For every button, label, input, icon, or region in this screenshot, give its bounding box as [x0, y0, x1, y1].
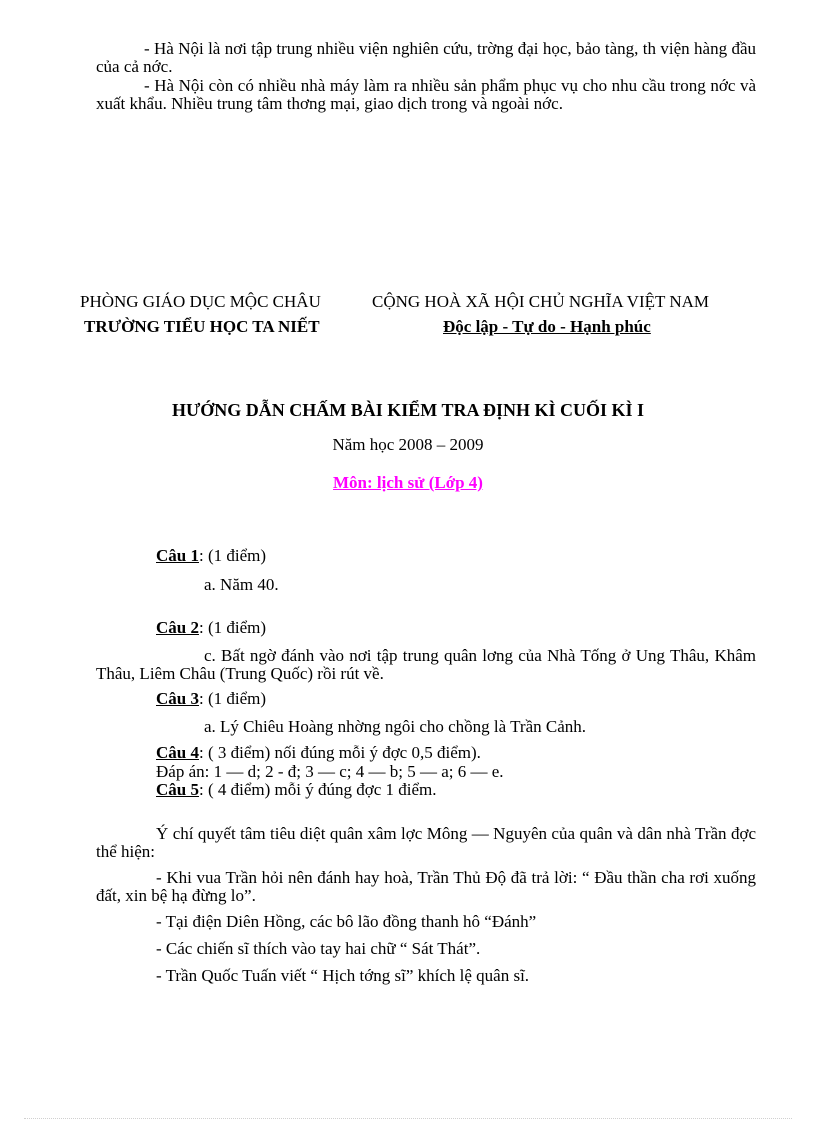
question-2-answer: c. Bất ngờ đánh vào nơi tập trung quân lơng của Nhà Tống ở Ung Thâu, Khâm Thâu, Liêm Châu (Trung Quốc) rồi rút về. [96, 646, 756, 683]
intro-paragraph-1: - Hà Nội là nơi tập trung nhiều viện nghiên cứu, trờng đại học, bảo tàng, th viện hàng đầu của cả nớc. [96, 39, 756, 76]
question-1-heading [156, 547, 266, 565]
page-bottom-divider [24, 1118, 792, 1119]
question-5-heading [156, 781, 437, 799]
header-motto: Độc lập - Tự do - Hạnh phúc [443, 317, 651, 336]
question-2-label: Câu 2 [156, 618, 199, 637]
question-1-label: Câu 1 [156, 546, 199, 565]
question-3-points: : (1 điểm) [198, 689, 267, 708]
question-5-item: - Trần Quốc Tuấn viết “ Hịch tớng sĩ” khích lệ quân sĩ. [156, 966, 530, 985]
header-school: TRƯỜNG TIỂU HỌC TA NIẾT [84, 317, 320, 336]
question-5-intro: Ý chí quyết tâm tiêu diệt quân xâm lợc Mông — Nguyên của quân và dân nhà Trần đợc thể hiện: [96, 824, 756, 861]
header-department: PHÒNG GIÁO DỤC MỘC CHÂU [80, 292, 321, 311]
header-country: CỘNG HOÀ XÃ HỘI CHỦ NGHĨA VIỆT NAM [372, 292, 710, 311]
question-4-heading [156, 744, 481, 762]
question-5-points: : ( 4 điểm) mỗi ý đúng đợc 1 điểm. [198, 780, 437, 799]
subject-line: Môn: lịch sử (Lớp 4) [333, 473, 483, 492]
question-3-answer: a. Lý Chiêu Hoàng nhờng ngôi cho chồng là Trần Cảnh. [204, 717, 587, 736]
school-year: Năm học 2008 – 2009 [332, 435, 484, 454]
question-2-points: : (1 điểm) [198, 618, 267, 637]
question-4-points: : ( 3 điểm) nối đúng mỗi ý đợc 0,5 điểm). [198, 743, 481, 762]
question-2-heading [156, 619, 266, 637]
question-4-label: Câu 4 [156, 743, 199, 762]
page-title: HƯỚNG DẪN CHẤM BÀI KIỂM TRA ĐỊNH KÌ CUỐI KÌ I [171, 400, 645, 420]
question-3-label: Câu 3 [156, 689, 199, 708]
question-5-label: Câu 5 [156, 780, 199, 799]
question-1-answer: a. Năm 40. [204, 575, 279, 594]
question-5-item: - Tại điện Diên Hồng, các bô lão đồng thanh hô “Đánh” [156, 912, 537, 931]
question-3-heading [156, 690, 266, 708]
intro-paragraph-2: - Hà Nội còn có nhiều nhà máy làm ra nhiều sản phẩm phục vụ cho nhu cầu trong nớc và xuất khẩu. Nhiều trung tâm thơng mại, giao dịch trong và ngoài nớc. [96, 76, 756, 113]
question-5-item: - Khi vua Trần hỏi nên đánh hay hoà, Trần Thủ Độ đã trả lời: “ Đầu thần cha rơi xuống đất, xin bệ hạ đừng lo”. [96, 868, 756, 905]
question-1-points: : (1 điểm) [198, 546, 267, 565]
question-4-answer: Đáp án: 1 — d; 2 - đ; 3 — c; 4 — b; 5 — a; 6 — e. [156, 762, 504, 781]
question-5-item: - Các chiến sĩ thích vào tay hai chữ “ Sát Thát”. [156, 939, 481, 958]
